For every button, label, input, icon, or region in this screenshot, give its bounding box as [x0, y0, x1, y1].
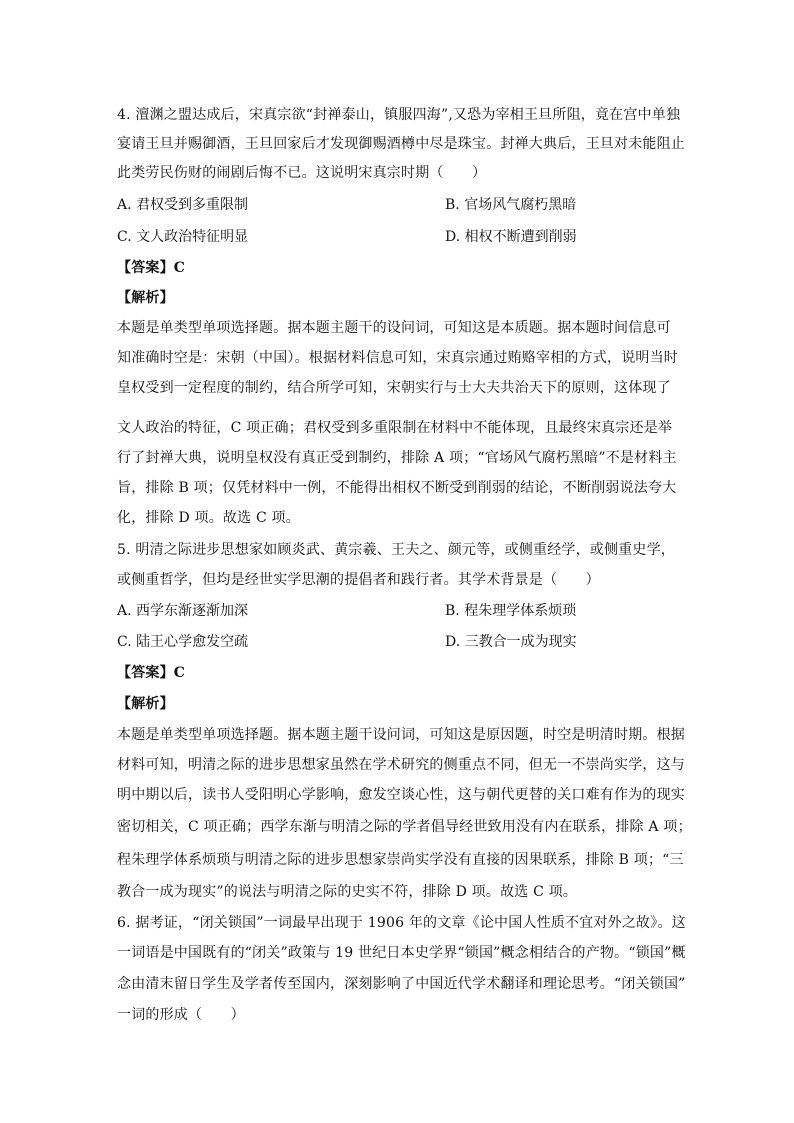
q5-option-d: D. 三教合一成为现实: [445, 634, 577, 650]
q4-stem-line-1: 4. 澶渊之盟达成后，宋真宗欲“封禅泰山，镇服四海”,又恐为宰相王旦所阻，竟在宫中单独: [117, 107, 681, 123]
q4-option-c: C. 文人政治特征明显: [117, 229, 249, 245]
q5-analysis-title: 【解析】: [117, 696, 174, 712]
q5-stem-line-2: 或侧重哲学，但均是经世实学思潮的提倡者和践行者。其学术背景是（ ）: [117, 572, 600, 588]
q5-option-a: A. 西学东渐逐渐加深: [117, 603, 249, 619]
q4-answer: 【答案】C: [117, 260, 186, 276]
q4-analysis-line-4: 文人政治的特征，C 项正确；君权受到多重限制在材料中不能体现，且最终宋真宗还是举: [117, 420, 673, 436]
q5-option-b: B. 程朱理学体系烦琐: [445, 603, 577, 619]
q4-analysis-line-5: 行了封禅大典，说明皇权没有真正受到制约，排除 A 项；“官场风气腐朽黑暗”不是材料主: [117, 450, 677, 466]
q5-stem-line-1: 5. 明清之际进步思想家如顾炎武、黄宗羲、王夫之、颜元等，或侧重经学，或侧重史学，: [117, 542, 676, 558]
q4-option-b: B. 官场风气腐朽黑暗: [445, 197, 577, 213]
q4-stem-line-3: 此类劳民伤财的闹剧后悔不已。这说明宋真宗时期（ ）: [117, 165, 487, 181]
q5-option-c: C. 陆王心学愈发空疏: [117, 634, 249, 650]
q4-stem-line-2: 宴请王旦并赐御酒，王旦回家后才发现御赐酒樽中尽是珠宝。封禅大典后，王旦对未能阻止: [117, 136, 685, 152]
q4-analysis-line-7: 化，排除 D 项。故选 C 项。: [117, 510, 300, 526]
q6-stem-line-4: 一词的形成（ ）: [117, 1007, 245, 1023]
q5-answer: 【答案】C: [117, 665, 186, 681]
q6-stem-line-1: 6. 据考证，“闭关锁国”一词最早出现于 1906 年的文章《论中国人性质不宜对外之故》。这: [117, 915, 686, 931]
q5-analysis-line-6: 教合一成为现实”的说法与明清之际的史实不符，排除 D 项。故选 C 项。: [117, 884, 578, 900]
q5-analysis-line-2: 材料可知，明清之际的进步思想家虽然在学术研究的侧重点不同，但无一不崇尚实学，这与: [117, 757, 685, 773]
q6-stem-line-3: 念由清末留日学生及学者传至国内，深刻影响了中国近代学术翻译和理论思考。“闭关锁国”: [117, 976, 686, 992]
q6-stem-line-2: 一词语是中国既有的“闭关”政策与 19 世纪日本史学界“锁国”概念相结合的产物。“锁国”概: [117, 945, 686, 961]
q4-analysis-line-3: 皇权受到一定程度的制约，结合所学可知，宋朝实行与士大夫共治天下的原则，这体现了: [117, 380, 671, 396]
q4-analysis-line-2: 知准确时空是：宋朝（中国）。根据材料信息可知，宋真宗通过贿赂宰相的方式，说明当时: [117, 350, 678, 366]
q5-analysis-line-3: 明中期以后，读书人受阳明心学影响，愈发空谈心性，这与朝代更替的关口难有作为的现实: [117, 787, 685, 803]
q5-analysis-line-5: 程朱理学体系烦琐与明清之际的进步思想家崇尚实学没有直接的因果联系，排除 B 项；“三: [117, 852, 684, 868]
q5-analysis-line-4: 密切相关，C 项正确；西学东渐与明清之际的学者倡导经世致用没有内在联系，排除 A 项；: [117, 819, 692, 835]
q4-analysis-line-6: 旨，排除 B 项；仅凭材料中一例，不能得出相权不断受到削弱的结论，不断削弱说法夸大: [117, 480, 677, 496]
q4-option-d: D. 相权不断遭到削弱: [445, 229, 577, 245]
q5-analysis-line-1: 本题是单类型单项选择题。据本题主题干设问词，可知这是原因题，时空是明清时期。根据: [117, 727, 685, 743]
q4-analysis-title: 【解析】: [117, 290, 174, 306]
q4-analysis-line-1: 本题是单类型单项选择题。据本题主题干的设问词，可知这是本质题。据本题时间信息可: [117, 320, 671, 336]
q4-option-a: A. 君权受到多重限制: [117, 197, 249, 213]
